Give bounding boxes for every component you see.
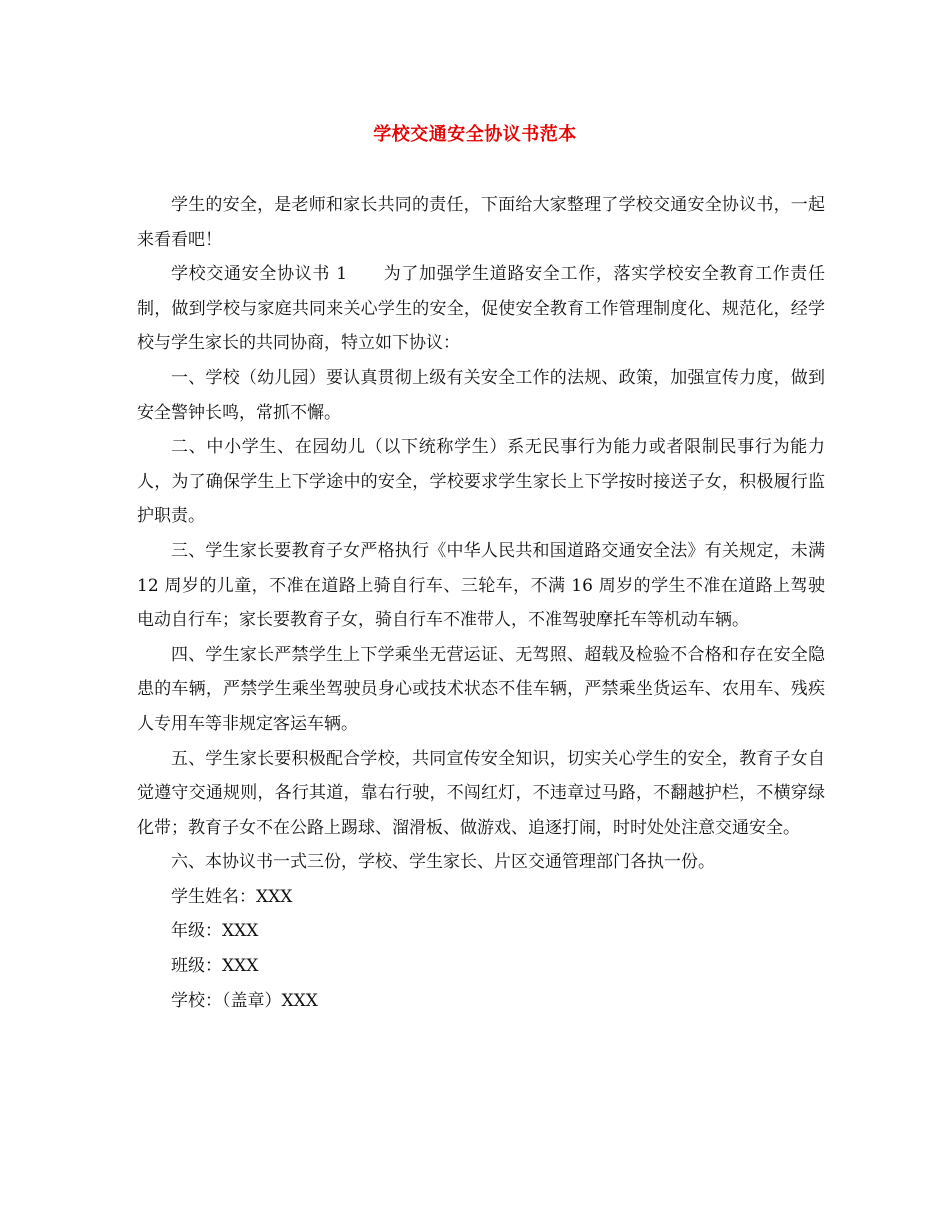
field-student-name: 学生姓名：XXX xyxy=(171,886,293,907)
clause-6: 六、本协议书一式三份，学校、学生家长、片区交通管理部门各执一份。 xyxy=(171,852,715,873)
clause-1: 一、学校（幼儿园）要认真贯彻上级有关安全工作的法规、政策，加强宣传力度，做到安全警钟长鸣，常抓不懈。 xyxy=(137,367,825,423)
intro-paragraph: 学生的安全，是老师和家长共同的责任，下面给大家整理了学校交通安全协议书，一起来看看吧！ xyxy=(137,195,825,250)
document-body xyxy=(137,188,825,1018)
clause-5: 五、学生家长要积极配合学校，共同宣传安全知识，切实关心学生的安全，教育子女自觉遵守交通规则，各行其道，靠右行驶，不闯红灯，不违章过马路，不翻越护栏，不横穿绿化带；教育子女不在公路上踢球、溜滑板、做游戏、追逐打闹，时时处处注意交通安全。 xyxy=(137,748,825,838)
document-title: 学校交通安全协议书范本 xyxy=(373,124,577,145)
field-class: 班级：XXX xyxy=(171,956,259,977)
clause-4: 四、学生家长严禁学生上下学乘坐无营运证、无驾照、超载及检验不合格和存在安全隐患的车辆，严禁学生乘坐驾驶员身心或技术状态不佳车辆，严禁乘坐货运车、农用车、残疾人专用车等非规定客运车辆。 xyxy=(137,644,825,734)
agreement-paragraph xyxy=(137,257,825,361)
clause-2: 二、中小学生、在园幼儿（以下统称学生）系无民事行为能力或者限制民事行为能力人，为了确保学生上下学途中的安全，学校要求学生家长上下学按时接送子女，积极履行监护职责。 xyxy=(137,437,825,527)
field-school: 学校：（盖章）XXX xyxy=(171,990,318,1011)
agreement-preamble: 为了加强学生道路安全工作，落实学校安全教育工作责任制，做到学校与家庭共同来关心学生的安全，促使安全教育工作管理制度化、规范化，经学校与学生家长的共同协商，特立如下协议： xyxy=(137,264,825,354)
clause-3: 三、学生家长要教育子女严格执行《中华人民共和国道路交通安全法》有关规定，未满 12 周岁的儿童，不准在道路上骑自行车、三轮车，不满 16 周岁的学生不准在道路上驾驶电动自行车；家长要教育子女，骑自行车不准带人，不准驾驶摩托车等机动车辆。 xyxy=(137,540,825,631)
agreement-heading: 学校交通安全协议书 1 xyxy=(171,264,348,285)
field-grade: 年级：XXX xyxy=(171,921,259,942)
